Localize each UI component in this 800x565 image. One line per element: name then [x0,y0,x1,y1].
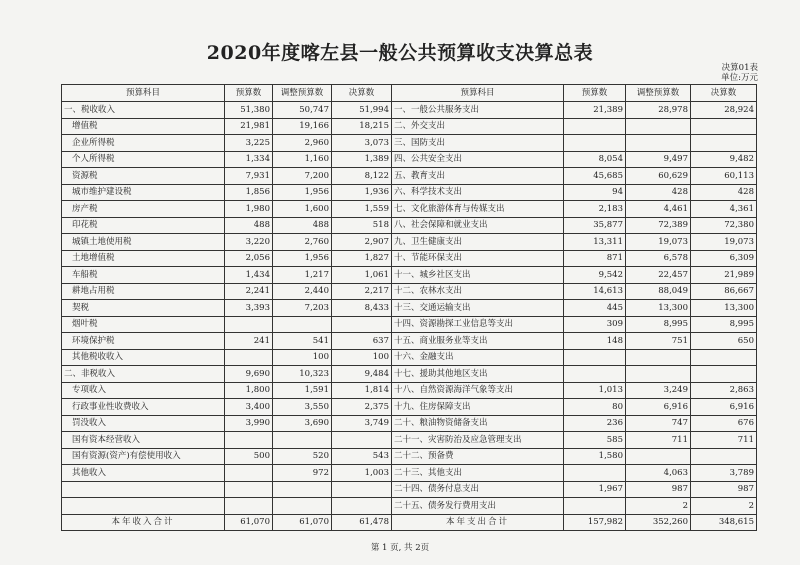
expense-item: 十七、援助其他地区支出 [392,366,564,383]
income-item: 增值税 [62,118,225,135]
value-cell [332,432,392,449]
value-cell: 100 [273,349,332,366]
value-cell [564,118,626,135]
value-cell: 1,013 [564,382,626,399]
expense-item: 十一、城乡社区支出 [392,267,564,284]
value-cell: 28,924 [691,102,757,119]
value-cell: 13,300 [691,300,757,317]
expense-item: 十九、住房保障支出 [392,399,564,416]
table-row [62,151,757,168]
column-header: 预算数 [564,85,626,102]
value-cell [225,481,273,498]
value-cell: 518 [332,217,392,234]
value-cell [225,432,273,449]
expense-item: 二十、粮油物资储备支出 [392,415,564,432]
value-cell [273,432,332,449]
total-value-cell: 61,070 [225,514,273,531]
budget-table [61,84,757,531]
value-cell: 8,995 [691,316,757,333]
income-item: 房产税 [62,201,225,218]
column-header: 调整预算数 [273,85,332,102]
income-item: 契税 [62,300,225,317]
value-cell: 7,200 [273,168,332,185]
value-cell [626,118,691,135]
value-cell: 2,863 [691,382,757,399]
value-cell: 3,073 [332,135,392,152]
table-row [62,366,757,383]
value-cell: 676 [691,415,757,432]
value-cell: 6,916 [691,399,757,416]
value-cell: 585 [564,432,626,449]
expense-item: 九、卫生健康支出 [392,234,564,251]
value-cell: 9,484 [332,366,392,383]
value-cell: 1,856 [225,184,273,201]
expense-item: 一、一般公共服务支出 [392,102,564,119]
value-cell: 3,249 [626,382,691,399]
total-value-cell: 352,260 [626,514,691,531]
value-cell: 8,433 [332,300,392,317]
value-cell: 2,440 [273,283,332,300]
value-cell: 520 [273,448,332,465]
table-meta [721,64,758,83]
value-cell: 19,166 [273,118,332,135]
value-cell: 1,956 [273,250,332,267]
value-cell: 1,580 [564,448,626,465]
value-cell: 2,241 [225,283,273,300]
value-cell: 86,667 [691,283,757,300]
table-row [62,234,757,251]
expense-item: 三、国防支出 [392,135,564,152]
income-item: 土地增值税 [62,250,225,267]
value-cell: 8,054 [564,151,626,168]
income-item: 其他税收收入 [62,349,225,366]
income-item: 印花税 [62,217,225,234]
column-header: 决算数 [332,85,392,102]
value-cell: 543 [332,448,392,465]
value-cell: 2,375 [332,399,392,416]
value-cell [273,481,332,498]
table-row [62,481,757,498]
value-cell: 3,393 [225,300,273,317]
column-header: 调整预算数 [626,85,691,102]
value-cell: 3,690 [273,415,332,432]
value-cell: 3,789 [691,465,757,482]
value-cell [691,135,757,152]
income-item [62,498,225,515]
table-row [62,168,757,185]
column-header: 预算数 [225,85,273,102]
value-cell: 751 [626,333,691,350]
value-cell: 711 [626,432,691,449]
table-row [62,399,757,416]
income-item: 罚没收入 [62,415,225,432]
value-cell: 650 [691,333,757,350]
value-cell: 1,967 [564,481,626,498]
table-row [62,267,757,284]
value-cell: 541 [273,333,332,350]
value-cell: 9,497 [626,151,691,168]
value-cell: 488 [273,217,332,234]
expense-item: 二十五、债务发行费用支出 [392,498,564,515]
value-cell [691,118,757,135]
income-item: 二、非税收入 [62,366,225,383]
value-cell: 100 [332,349,392,366]
value-cell: 6,916 [626,399,691,416]
table-row [62,465,757,482]
form-code: 决算01表 [721,63,758,73]
expense-item: 十六、金融支出 [392,349,564,366]
value-cell: 637 [332,333,392,350]
value-cell: 60,629 [626,168,691,185]
value-cell: 3,550 [273,399,332,416]
value-cell: 28,978 [626,102,691,119]
value-cell [564,349,626,366]
value-cell: 7,931 [225,168,273,185]
value-cell: 4,461 [626,201,691,218]
value-cell [225,498,273,515]
value-cell: 2 [626,498,691,515]
table-body [62,102,757,515]
unit-label: 单位:万元 [721,72,758,83]
value-cell: 72,380 [691,217,757,234]
table-row [62,283,757,300]
value-cell: 2 [691,498,757,515]
value-cell [691,349,757,366]
value-cell [332,498,392,515]
value-cell: 9,482 [691,151,757,168]
value-cell [332,481,392,498]
total-income-label: 本年收入合计 [62,514,225,531]
value-cell: 2,217 [332,283,392,300]
value-cell: 35,877 [564,217,626,234]
income-item: 企业所得税 [62,135,225,152]
header-row [62,85,757,102]
value-cell [564,366,626,383]
table-row [62,217,757,234]
value-cell [691,448,757,465]
value-cell: 1,591 [273,382,332,399]
value-cell: 148 [564,333,626,350]
income-item: 城镇土地使用税 [62,234,225,251]
value-cell: 4,063 [626,465,691,482]
column-header: 决算数 [691,85,757,102]
value-cell [564,498,626,515]
value-cell: 1,936 [332,184,392,201]
table-row [62,349,757,366]
value-cell: 1,389 [332,151,392,168]
total-value-cell: 157,982 [564,514,626,531]
value-cell: 428 [691,184,757,201]
value-cell: 1,800 [225,382,273,399]
value-cell: 972 [273,465,332,482]
value-cell: 8,122 [332,168,392,185]
value-cell [225,316,273,333]
table-row [62,135,757,152]
value-cell: 2,907 [332,234,392,251]
value-cell: 19,073 [691,234,757,251]
expense-item: 二十四、债务付息支出 [392,481,564,498]
income-item: 国有资本经营收入 [62,432,225,449]
table-row [62,201,757,218]
value-cell: 7,203 [273,300,332,317]
table-row [62,316,757,333]
income-item: 车船税 [62,267,225,284]
value-cell: 51,380 [225,102,273,119]
table-row [62,300,757,317]
table-row [62,250,757,267]
value-cell: 21,989 [691,267,757,284]
value-cell [564,135,626,152]
value-cell: 21,981 [225,118,273,135]
value-cell: 50,747 [273,102,332,119]
value-cell: 309 [564,316,626,333]
value-cell: 45,685 [564,168,626,185]
table-row [62,448,757,465]
income-item: 资源税 [62,168,225,185]
value-cell: 1,980 [225,201,273,218]
expense-item: 四、公共安全支出 [392,151,564,168]
value-cell: 871 [564,250,626,267]
total-value-cell: 61,070 [273,514,332,531]
expense-item: 八、社会保障和就业支出 [392,217,564,234]
value-cell: 711 [691,432,757,449]
income-item: 城市维护建设税 [62,184,225,201]
table-row [62,382,757,399]
value-cell: 1,956 [273,184,332,201]
value-cell: 3,400 [225,399,273,416]
value-cell: 3,220 [225,234,273,251]
expense-item: 二、外交支出 [392,118,564,135]
value-cell: 13,300 [626,300,691,317]
value-cell: 1,434 [225,267,273,284]
value-cell [691,366,757,383]
total-value-cell: 348,615 [691,514,757,531]
value-cell: 94 [564,184,626,201]
value-cell [626,135,691,152]
value-cell: 3,990 [225,415,273,432]
income-item: 个人所得税 [62,151,225,168]
value-cell: 1,559 [332,201,392,218]
total-value-cell: 61,478 [332,514,392,531]
value-cell [273,316,332,333]
table-row [62,102,757,119]
table-row [62,184,757,201]
expense-item: 十二、农林水支出 [392,283,564,300]
value-cell: 1,003 [332,465,392,482]
value-cell [332,316,392,333]
income-item: 行政事业性收费收入 [62,399,225,416]
value-cell: 60,113 [691,168,757,185]
income-item: 国有资源(资产)有偿使用收入 [62,448,225,465]
value-cell: 2,183 [564,201,626,218]
value-cell: 488 [225,217,273,234]
value-cell: 445 [564,300,626,317]
income-item: 一、税收收入 [62,102,225,119]
value-cell: 19,073 [626,234,691,251]
value-cell: 1,334 [225,151,273,168]
expense-item: 十三、交通运输支出 [392,300,564,317]
table-row [62,333,757,350]
value-cell: 6,309 [691,250,757,267]
value-cell: 13,311 [564,234,626,251]
expense-item: 十五、商业服务业等支出 [392,333,564,350]
value-cell: 747 [626,415,691,432]
expense-item: 二十三、其他支出 [392,465,564,482]
value-cell [273,498,332,515]
table-row [62,415,757,432]
value-cell: 88,049 [626,283,691,300]
expense-item: 十八、自然资源海洋气象等支出 [392,382,564,399]
expense-item: 二十二、预备费 [392,448,564,465]
value-cell: 1,160 [273,151,332,168]
column-header: 预算科目 [62,85,225,102]
value-cell: 9,690 [225,366,273,383]
income-item: 烟叶税 [62,316,225,333]
page-title: 2020年度喀左县一般公共预算收支决算总表 [206,42,594,64]
table-row [62,432,757,449]
value-cell [564,465,626,482]
value-cell: 4,361 [691,201,757,218]
value-cell [626,349,691,366]
expense-item: 十四、资源勘探工业信息等支出 [392,316,564,333]
value-cell: 80 [564,399,626,416]
income-item: 其他收入 [62,465,225,482]
page-footer: 第 1 页, 共 2页 [370,543,430,553]
expense-item: 二十一、灾害防治及应急管理支出 [392,432,564,449]
income-item: 耕地占用税 [62,283,225,300]
value-cell: 500 [225,448,273,465]
value-cell: 21,389 [564,102,626,119]
expense-item: 十、节能环保支出 [392,250,564,267]
value-cell: 987 [626,481,691,498]
value-cell: 1,061 [332,267,392,284]
value-cell [626,366,691,383]
table-row [62,118,757,135]
income-item: 专项收入 [62,382,225,399]
expense-item: 六、科学技术支出 [392,184,564,201]
value-cell: 241 [225,333,273,350]
value-cell: 10,323 [273,366,332,383]
value-cell: 1,814 [332,382,392,399]
total-expense-label: 本年支出合计 [392,514,564,531]
value-cell: 2,056 [225,250,273,267]
value-cell: 8,995 [626,316,691,333]
column-header: 预算科目 [392,85,564,102]
value-cell: 2,960 [273,135,332,152]
income-item: 环境保护税 [62,333,225,350]
value-cell: 987 [691,481,757,498]
value-cell: 2,760 [273,234,332,251]
value-cell: 18,215 [332,118,392,135]
value-cell [626,448,691,465]
value-cell: 1,827 [332,250,392,267]
value-cell: 22,457 [626,267,691,284]
table-row [62,498,757,515]
value-cell: 6,578 [626,250,691,267]
income-item [62,481,225,498]
expense-item: 五、教育支出 [392,168,564,185]
value-cell [225,349,273,366]
value-cell: 1,217 [273,267,332,284]
expense-item: 七、文化旅游体育与传媒支出 [392,201,564,218]
value-cell: 72,389 [626,217,691,234]
value-cell: 3,225 [225,135,273,152]
value-cell: 1,600 [273,201,332,218]
value-cell: 3,749 [332,415,392,432]
value-cell: 9,542 [564,267,626,284]
value-cell: 428 [626,184,691,201]
total-row [62,514,757,531]
value-cell [225,465,273,482]
value-cell: 14,613 [564,283,626,300]
value-cell: 51,994 [332,102,392,119]
value-cell: 236 [564,415,626,432]
